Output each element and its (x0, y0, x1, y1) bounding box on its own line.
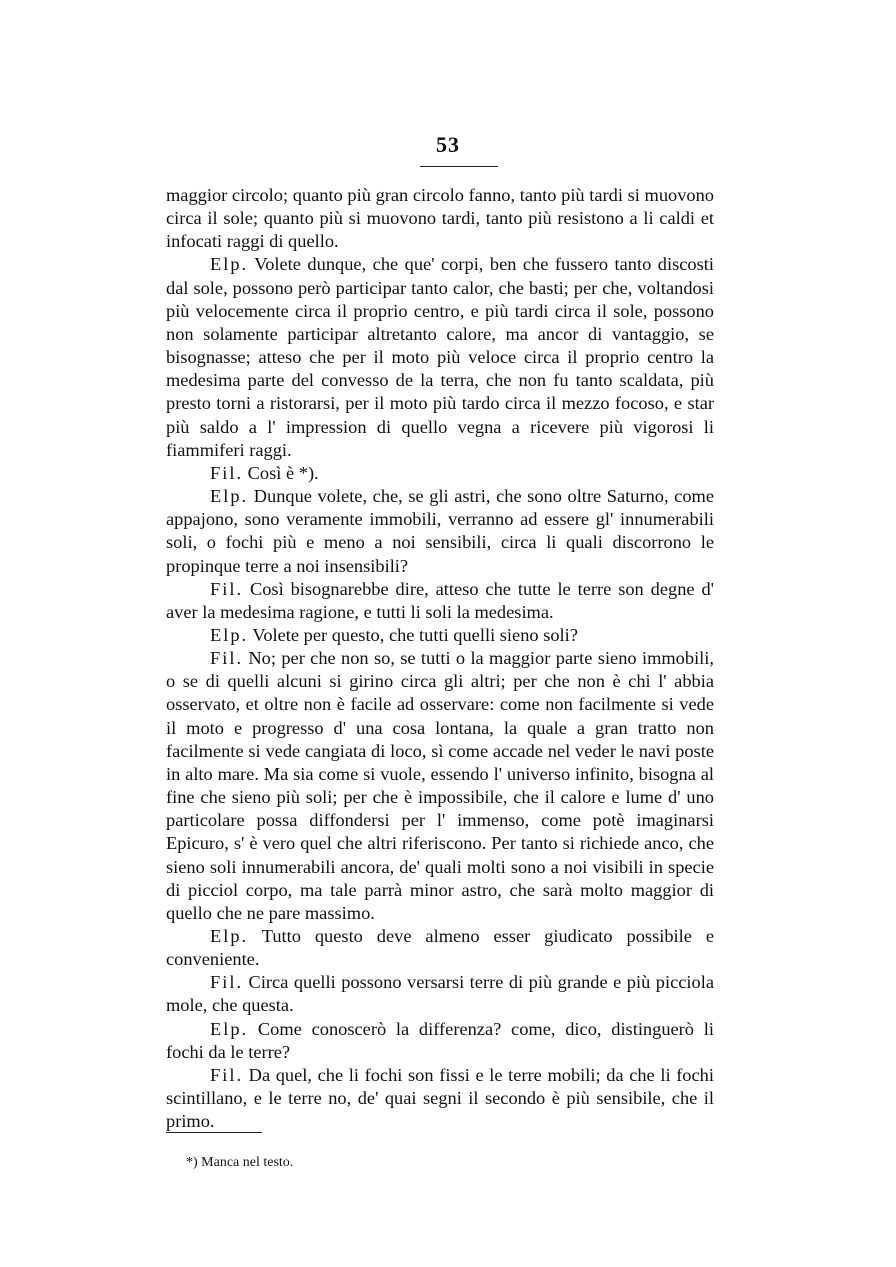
speech-paragraph (166, 925, 714, 971)
speaker-label: Elp. (210, 254, 249, 275)
body-text (166, 184, 714, 1133)
speech-text: Volete per questo, che tutti quelli sieno soli? (252, 624, 578, 645)
speech-text: Come conoscerò la differenza? come, dico, distinguerò li fochi da le terre? (166, 1018, 714, 1062)
speech-text: Dunque volete, che, se gli astri, che sono oltre Saturno, come appajono, sono veramente immobili, verranno ad essere gl' innumerabili soli, o fochi più e meno a noi sensibili, circa li quali discorrono le propinque terre a noi insensibili? (166, 486, 714, 576)
speaker-label: Elp. (210, 1018, 249, 1039)
speaker-label: Fil. (210, 648, 244, 669)
speaker-label: Fil. (210, 972, 244, 993)
speech-text: Da quel, che li fochi son fissi e le terre mobili; da che li fochi scintillano, e le terre no, de' quai segni il secondo è più sensibile, che il primo. (166, 1064, 714, 1132)
speech-paragraph (166, 1018, 714, 1064)
footnote-rule (166, 1132, 262, 1133)
speech-paragraph (166, 462, 714, 485)
speaker-label: Fil. (210, 462, 244, 483)
paragraph (166, 184, 714, 253)
speaker-label: Elp. (210, 486, 249, 507)
speech-paragraph (166, 485, 714, 578)
speaker-label: Elp. (210, 926, 249, 946)
speech-text: Tutto questo deve almeno esser giudicato possibile e conveniente. (166, 926, 714, 970)
speech-paragraph (166, 971, 714, 1017)
speech-paragraph (166, 1064, 714, 1133)
speech-paragraph (166, 647, 714, 925)
speaker-label: Fil. (210, 1064, 244, 1085)
speech-text: Circa quelli possono versarsi terre di più grande e più picciola mole, che questa. (166, 972, 714, 1016)
speech-paragraph (166, 578, 714, 624)
page-number: 53 (436, 132, 460, 157)
speaker-label: Elp. (210, 624, 249, 645)
speech-text: Volete dunque, che que' corpi, ben che fussero tanto discosti dal sole, possono però participar tanto calor, che basti; per che, voltandosi più velocemente circa il proprio centro, e più tardi circa il sole, possono non solamente participar altretanto calore, ma ancor di vantaggio, se bisognasse; atteso che per il moto più veloce circa il proprio centro la medesima parte del convesso de la terra, che non fu tanto scaldata, più presto torni a ristorarsi, per il moto più tardo circa il mezzo focoso, e star più saldo a l' impression di quello vegna a ricevere più vigorosi li fiammiferi raggi. (166, 254, 714, 460)
header-rule (420, 166, 498, 167)
speech-paragraph (166, 253, 714, 461)
paragraph-text: maggior circolo; quanto più gran circolo fanno, tanto più tardi si muovono circa il sole; quanto più si muovono tardi, tanto più resistono a li caldi et infocati raggi di quello. (166, 185, 714, 252)
speech-text: Così bisognarebbe dire, atteso che tutte le terre son degne d' aver la medesima ragione, e tutti li soli la medesima. (166, 578, 714, 622)
speech-text: Così è *). (247, 462, 319, 483)
speech-paragraph (166, 624, 714, 647)
speech-text: No; per che non so, se tutti o la maggior parte sieno immobili, o se di quelli alcuni si girino circa gli altri; per che non è chi l' abbia osservato, et oltre non è facile ad osservare: come non facilmente si vede il moto e progresso d' una cosa lontana, la quale a gran tratto non facilmente si vede cangiata di loco, sì come accade nel veder le navi poste in alto mare. Ma sia come si vuole, essendo l' universo infinito, bisogna al fine che sieno più soli; per che è impossibile, che il calore e lume d' uno particolare possa diffondersi per l' immenso, come potè imaginarsi Epicuro, s' è vero quel che altri riferiscono. Per tanto si richiede anco, che sieno soli innumerabili ancora, de' quali molti sono a noi visibili in specie di picciol corpo, ma tale parrà minor astro, che sarà molto maggior di quello che ne pare massimo. (166, 648, 714, 923)
speaker-label: Fil. (210, 578, 244, 599)
footnote: *) Manca nel testo. (186, 1155, 294, 1170)
